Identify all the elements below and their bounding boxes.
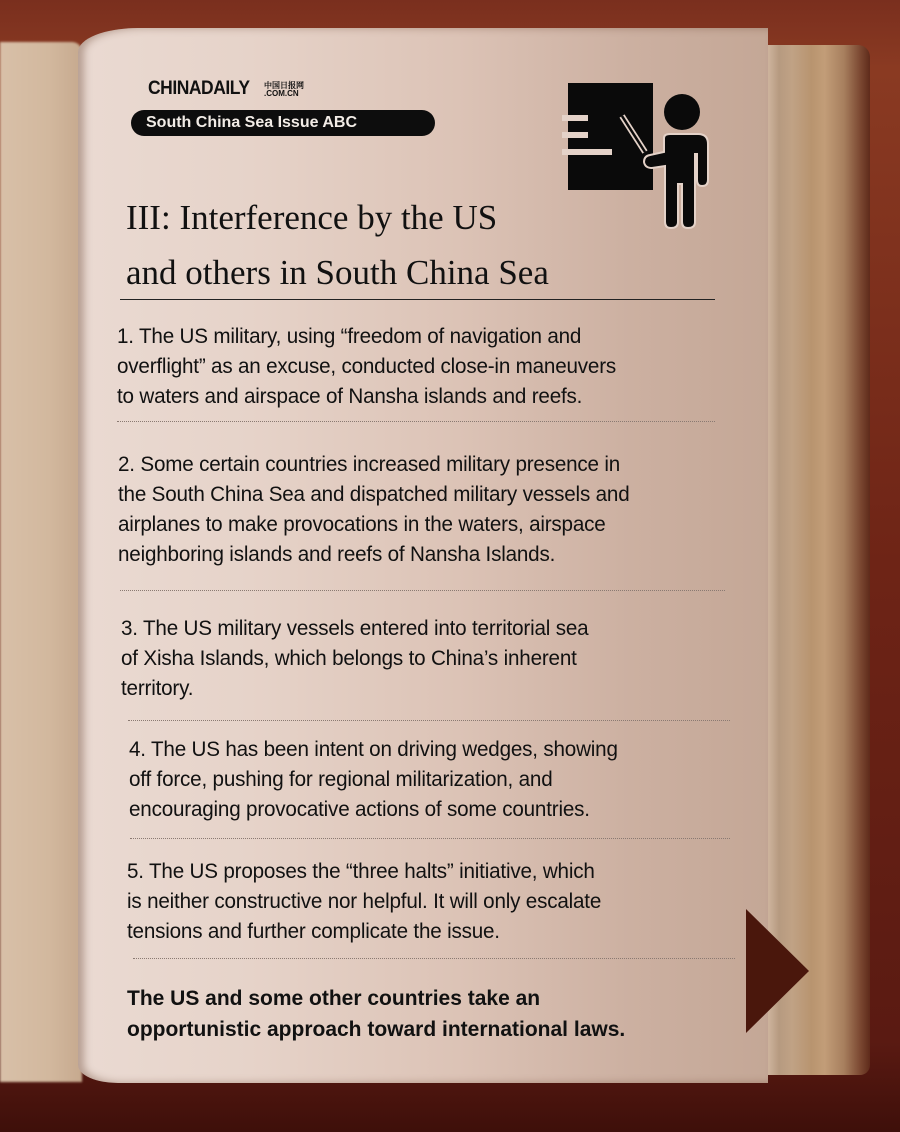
chinadaily-logo-sub — [264, 82, 304, 98]
list-item-2 — [118, 449, 630, 569]
book-left-page — [0, 42, 82, 1082]
page-title — [126, 190, 686, 300]
item-5-line-1: 5. The US proposes the “three halts” initiative, which — [127, 859, 595, 883]
divider — [120, 590, 725, 591]
list-item-1 — [117, 321, 616, 411]
divider — [117, 421, 715, 422]
item-4-line-2: off force, pushing for regional militarization, and — [129, 767, 553, 791]
item-1-line-2: overflight” as an excuse, conducted close-in maneuvers — [117, 354, 617, 378]
list-item-3 — [121, 613, 588, 703]
item-3-line-2: of Xisha Islands, which belongs to China’s inherent — [121, 646, 577, 670]
item-5-line-2: is neither constructive nor helpful. It will only escalate — [127, 889, 602, 913]
item-1-line-3: to waters and airspace of Nansha islands and reefs. — [117, 384, 583, 408]
item-4-line-1: 4. The US has been intent on driving wedges, showing — [129, 737, 618, 761]
title-line-1: III: Interference by the US — [126, 198, 498, 237]
item-5-line-3: tensions and further complicate the issue. — [127, 919, 500, 943]
divider — [128, 720, 730, 721]
divider — [133, 958, 735, 959]
item-4-line-3: encouraging provocative actions of some countries. — [129, 797, 590, 821]
logo-domain: .COM.CN — [264, 89, 299, 98]
logo-chinese: 中国日报网 — [264, 81, 304, 90]
item-2-line-2: the South China Sea and dispatched military vessels and — [118, 482, 630, 506]
item-2-line-1: 2. Some certain countries increased military presence in — [118, 452, 621, 476]
list-item-4 — [129, 734, 618, 824]
conclusion — [127, 983, 747, 1045]
item-3-line-1: 3. The US military vessels entered into territorial sea — [121, 616, 589, 640]
list-item-5 — [127, 856, 601, 946]
conclusion-line-2: opportunistic approach toward international laws. — [127, 1018, 626, 1041]
divider — [130, 838, 730, 839]
series-label-pill: South China Sea Issue ABC — [131, 110, 435, 136]
title-rule — [120, 299, 715, 300]
item-3-line-3: territory. — [121, 676, 194, 700]
item-2-line-4: neighboring islands and reefs of Nansha Islands. — [118, 542, 556, 566]
item-1-line-1: 1. The US military, using “freedom of navigation and — [117, 324, 582, 348]
conclusion-line-1: The US and some other countries take an — [127, 987, 541, 1010]
item-2-line-3: airplanes to make provocations in the waters, airspace — [118, 512, 606, 536]
title-line-2: and others in South China Sea — [126, 253, 549, 292]
chinadaily-logo: CHINADAILY — [148, 78, 250, 99]
next-page-arrow-icon[interactable] — [746, 909, 809, 1033]
